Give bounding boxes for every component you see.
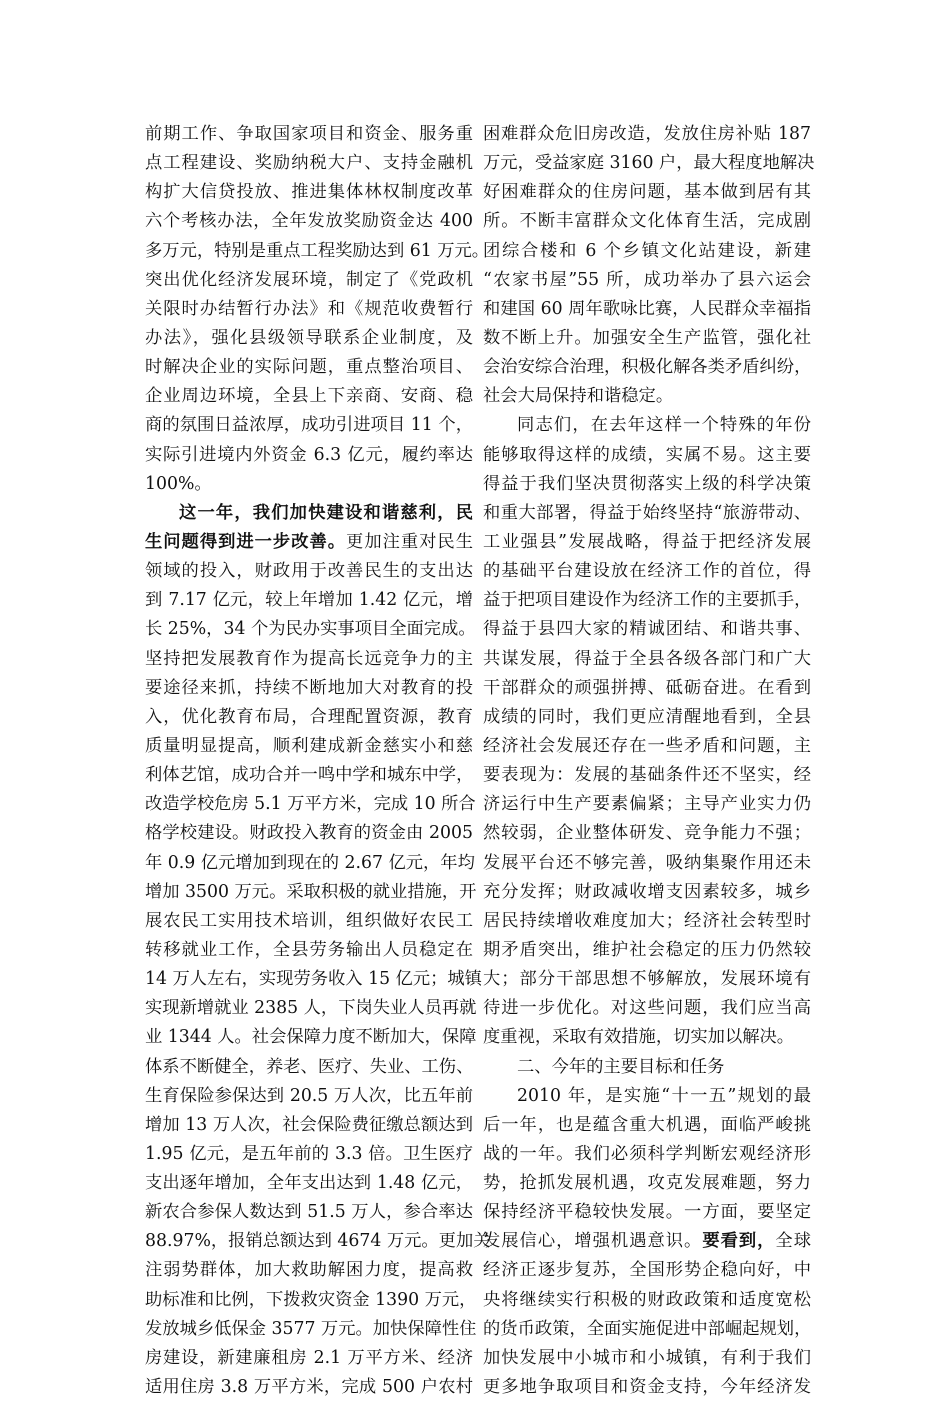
text-line: 突出优化经济发展环境，制定了《党政机 — [145, 269, 473, 290]
text-line: 共谋发展，得益于全县各级各部门和广大 — [483, 648, 811, 669]
text-line: 保持经济平稳较快发展。一方面，要坚定 — [483, 1202, 811, 1223]
text-line: 工业强县”发展战略，得益于把经济发展 — [483, 531, 811, 552]
text-line: 后一年，也是蕴含重大机遇，面临严峻挑 — [483, 1114, 811, 1135]
text-line: 六个考核办法，全年发放奖励资金达 400 — [145, 211, 473, 232]
text-line: 质量明显提高，顺利建成新金慈实小和慈 — [145, 735, 473, 756]
text-line: 社会大局保持和谐稳定。 — [483, 386, 674, 407]
text-line: 经济社会发展还存在一些矛盾和问题，主 — [483, 735, 811, 756]
text-line: 会治安综合治理，积极化解各类矛盾纠纷， — [483, 357, 812, 378]
text-line: 然较弱，企业整体研发、竞争能力不强； — [483, 823, 811, 844]
text-line: 支出逐年增加，全年支出达到 1.48 亿元， — [145, 1173, 473, 1194]
text-line: 得益于县四大家的精诚团结、和谐共事、 — [483, 619, 811, 640]
text-line — [145, 528, 473, 557]
text-line: 新农合参保人数达到 51.5 万人，参合率达 — [145, 1202, 473, 1223]
text-line: 多万元，特别是重点工程奖励达到 61 万元。 — [145, 240, 490, 261]
text-line: 实现新增就业 2385 人，下岗失业人员再就 — [145, 998, 477, 1019]
text-line: 成绩的同时，我们更应清醒地看到，全县 — [483, 706, 811, 727]
text-line: 团综合楼和 6 个乡镇文化站建设，新建 — [483, 240, 811, 261]
bold-text-run: 这一年，我们加快建设和谐慈利，民 — [179, 502, 473, 523]
text-line: 注弱势群体，加大救助解困力度，提高救 — [145, 1260, 473, 1281]
text-line: 房建设，新建廉租房 2.1 万平方米、经济 — [145, 1347, 473, 1368]
text-line: 济运行中生产要素偏紧；主导产业实力仍 — [483, 794, 811, 815]
text-line: 14 万人左右，实现劳务收入 15 亿元；城镇 — [145, 969, 482, 990]
right-text-column — [483, 120, 815, 1402]
text-line: 1.95 亿元，是五年前的 3.3 倍。卫生医疗 — [145, 1143, 473, 1164]
text-run: 更加注重对民生 — [346, 531, 473, 552]
text-line: 数不断上升。加强安全生产监管，强化社 — [483, 327, 811, 348]
text-line: 关限时办结暂行办法》和《规范收费暂行 — [145, 298, 473, 319]
text-line — [145, 499, 473, 528]
text-line: 适用住房 3.8 万平方米，完成 500 户农村 — [145, 1377, 473, 1398]
text-line: 和建国 60 周年歌咏比赛，人民群众幸福指 — [483, 298, 811, 319]
text-line: 和重大部署，得益于始终坚持“旅游带动、 — [483, 502, 811, 523]
text-line: 年 0.9 亿元增加到现在的 2.67 亿元，年均 — [145, 852, 475, 873]
text-line: 商的氛围日益浓厚，成功引进项目 11 个， — [145, 415, 473, 436]
text-line: 利体艺馆，成功合并一鸣中学和城东中学， — [145, 765, 474, 786]
text-line: 100%。 — [145, 473, 212, 494]
bold-text-run: 生问题得到进一步改善。 — [145, 531, 347, 552]
text-line: 困难群众危旧房改造，发放住房补贴 187 — [483, 124, 811, 144]
text-line: 助标准和比例，下拨救灾资金 1390 万元， — [145, 1289, 477, 1310]
text-line: 企业周边环境，全县上下亲商、安商、稳 — [145, 386, 473, 407]
text-line: 点工程建设、奖励纳税大户、支持金融机 — [145, 153, 473, 174]
text-line: 业 1344 人。社会保障力度不断加大，保障 — [145, 1027, 477, 1048]
text-line: 坚持把发展教育作为提高长远竞争力的主 — [145, 648, 473, 669]
text-line: 更多地争取项目和资金支持，今年经济发 — [483, 1377, 811, 1398]
text-line: 增加 3500 万元。采取积极的就业措施，开 — [145, 881, 477, 902]
text-line: 到 7.17 亿元，较上年增加 1.42 亿元，增 — [145, 590, 473, 611]
text-line: 展农民工实用技术培训，组织做好农民工 — [145, 910, 473, 931]
text-line: 实际引进境内外资金 6.3 亿元，履约率达 — [145, 444, 473, 465]
text-line: 2010 年，是实施“十一五”规划的最 — [517, 1085, 811, 1106]
text-line: 办法》，强化县级领导联系企业制度，及 — [145, 327, 473, 348]
text-line: 领域的投入，财政用于改善民生的支出达 — [145, 561, 473, 582]
text-line: 的货币政策，全面实施促进中部崛起规划， — [483, 1318, 812, 1339]
text-line: “农家书屋”55 所，成功举办了县六运会 — [483, 269, 811, 290]
text-line: 格学校建设。财政投入教育的资金由 2005 — [145, 823, 473, 844]
text-line: 转移就业工作，全县劳务输出人员稳定在 — [145, 939, 473, 960]
text-line: 待进一步优化。对这些问题，我们应当高 — [483, 998, 811, 1019]
text-line: 生育保险参保达到 20.5 万人次，比五年前 — [145, 1085, 473, 1106]
text-line: 加快发展中小城市和小城镇，有利于我们 — [483, 1347, 811, 1368]
text-line: 大；部分干部思想不够解放，发展环境有 — [483, 969, 811, 990]
text-line: 好困难群众的住房问题，基本做到居有其 — [483, 182, 811, 203]
text-line: 央将继续实行积极的财政政策和适度宽松 — [483, 1289, 811, 1310]
text-line: 同志们，在去年这样一个特殊的年份 — [517, 415, 811, 436]
text-run: 全球 — [775, 1231, 811, 1252]
text-line: 的基础平台建设放在经济工作的首位，得 — [483, 561, 811, 582]
text-line: 要途径来抓，持续不断地加大对教育的投 — [145, 677, 473, 698]
text-line: 入，优化教育布局，合理配置资源，教育 — [145, 706, 473, 727]
text-line: 益于把项目建设作为经济工作的主要抓手， — [483, 590, 812, 611]
text-line: 前期工作、争取国家项目和资金、服务重 — [145, 124, 473, 144]
text-run: 发展信心，增强机遇意识。 — [483, 1231, 703, 1252]
text-line — [483, 1227, 811, 1256]
text-line: 充分发挥；财政减收增支因素较多，城乡 — [483, 881, 811, 902]
text-line: 要表现为：发展的基础条件还不坚实，经 — [483, 765, 811, 786]
text-line: 居民持续增收难度加大；经济社会转型时 — [483, 910, 811, 931]
text-line: 发放城乡低保金 3577 万元。加快保障性住 — [145, 1318, 477, 1339]
text-line: 万元，受益家庭 3160 户，最大程度地解决 — [483, 153, 815, 174]
text-line: 所。不断丰富群众文化体育生活，完成剧 — [483, 211, 811, 232]
text-line: 88.97%，报销总额达到 4674 万元。更加关 — [145, 1231, 491, 1252]
text-line: 改造学校危房 5.1 万平方米，完成 10 所合 — [145, 794, 476, 815]
text-line: 构扩大信贷投放、推进集体林权制度改革 — [145, 182, 473, 203]
left-text-column — [145, 120, 491, 1402]
text-line: 增加 13 万人次，社会保险费征缴总额达到 — [145, 1114, 473, 1135]
text-line: 能够取得这样的成绩，实属不易。这主要 — [483, 444, 811, 465]
text-line: 势，抢抓发展机遇，攻克发展难题，努力 — [483, 1173, 811, 1194]
text-line: 体系不断健全，养老、医疗、失业、工伤、 — [145, 1056, 474, 1077]
text-line: 期矛盾突出，维护社会稳定的压力仍然较 — [483, 939, 811, 960]
bold-text-run: 要看到， — [702, 1231, 776, 1252]
text-line: 战的一年。我们必须科学判断宏观经济形 — [483, 1143, 811, 1164]
text-line: 二、今年的主要目标和任务 — [517, 1056, 725, 1077]
text-line: 发展平台还不够完善，吸纳集聚作用还未 — [483, 852, 811, 873]
text-line: 经济正逐步复苏，全国形势企稳向好，中 — [483, 1260, 811, 1281]
text-line: 度重视，采取有效措施，切实加以解决。 — [483, 1027, 795, 1048]
text-line: 得益于我们坚决贯彻落实上级的科学决策 — [483, 473, 811, 494]
text-line: 长 25%，34 个为民办实事项目全面完成。 — [145, 619, 476, 640]
text-line: 干部群众的顽强拼搏、砥砺奋进。在看到 — [483, 677, 811, 698]
text-line: 时解决企业的实际问题，重点整治项目、 — [145, 357, 473, 378]
